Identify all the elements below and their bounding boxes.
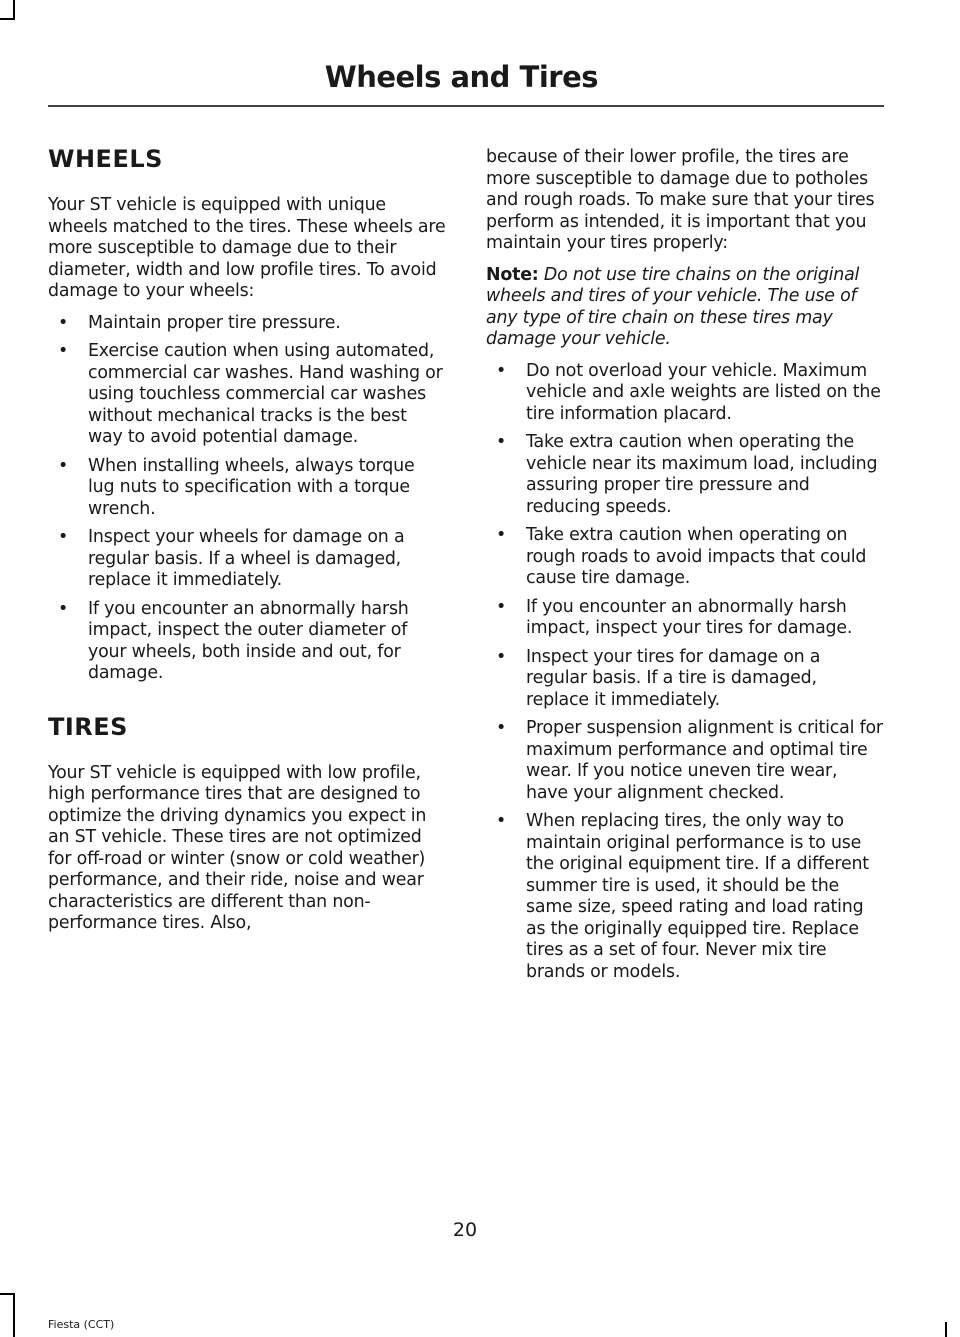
bullet-icon: • (496, 596, 507, 617)
bullet-icon: • (58, 312, 69, 333)
bullet-icon: • (496, 525, 507, 545)
list-item: • Inspect your tires for damage on a regular basis. If a tire is damaged, replace it immediately. (496, 646, 821, 710)
bullet-icon: • (496, 811, 507, 831)
bullet-icon: • (496, 360, 507, 381)
page-number: 20 (452, 1219, 478, 1241)
wheels-heading: WHEELS (48, 145, 163, 173)
bullet-icon: • (58, 527, 69, 547)
crop-mark-top-left-v (13, 0, 15, 20)
page-header-title: Wheels and Tires (324, 60, 598, 94)
bullet-icon: • (496, 432, 507, 452)
footer-model-label: Fiesta (CCT) (48, 1318, 115, 1331)
list-item: • When installing wheels, always torque lug nuts to specification with a torque wrench. (58, 455, 415, 519)
tire-chain-note (486, 265, 884, 351)
bullet-icon: • (496, 718, 507, 738)
list-item: • If you encounter an abnormally harsh impact, inspect the outer diameter of your wheels, both inside and out, for damage. (58, 598, 409, 683)
list-item: • Inspect your wheels for damage on a regular basis. If a wheel is damaged, replace it immediately. (58, 527, 405, 590)
left-column (48, 145, 446, 945)
crop-mark-top-left-h (0, 18, 15, 20)
tires-intro: Your ST vehicle is equipped with low profile, high performance tires that are designed to optimize the driving dynamics you expect in an ST vehicle. These tires are not optimized for off-road or winter (snow or cold weather) performance, and their ride, noise and wear characteristics are different than non-performance tires. Also, (48, 762, 427, 933)
list-item: • When replacing tires, the only way to maintain original performance is to use the original equipment tire. If a different summer tire is used, it should be the same size, speed rating and load rating as the originally equipped tire. Replace tires as a set of four. Never mix tire brands or models. (496, 811, 869, 982)
crop-mark-bottom-left-h (0, 1293, 15, 1295)
crop-mark-bottom-right (945, 1322, 947, 1337)
note-text: Do not use tire chains on the original wheels and tires of your vehicle. The use of any type of tire chain on these tires may damage your vehicle. (486, 264, 860, 349)
bullet-icon: • (58, 598, 69, 619)
wheels-intro: Your ST vehicle is equipped with unique wheels matched to the tires. These wheels are more susceptible to damage due to their diameter, width and low profile tires. To avoid damage to your wheels: (48, 195, 446, 301)
list-item: • Do not overload your vehicle. Maximum vehicle and axle weights are listed on the tire information placard. (496, 360, 881, 424)
bullet-icon: • (58, 341, 69, 361)
bullet-icon: • (496, 646, 507, 667)
crop-mark-bottom-left (13, 1293, 15, 1337)
list-item: • Proper suspension alignment is critical for maximum performance and optimal tire wear. If you notice uneven tire wear, have your alignment checked. (496, 718, 883, 803)
tires-list (486, 361, 884, 984)
note-label: Note: (486, 264, 539, 285)
list-item: • Take extra caution when operating the vehicle near its maximum load, including assuring proper tire pressure and reducing speeds. (496, 432, 878, 517)
list-item: • Maintain proper tire pressure. (58, 312, 341, 333)
tires-heading: TIRES (48, 712, 128, 741)
list-item: • If you encounter an abnormally harsh impact, inspect your tires for damage. (496, 596, 853, 638)
bullet-icon: • (58, 455, 69, 476)
header-rule (48, 105, 884, 107)
right-column (486, 147, 884, 993)
wheels-list (48, 313, 446, 685)
list-item: • Exercise caution when using automated, commercial car washes. Hand washing or using touchless commercial car washes without mechanical tracks is the best way to avoid potential damage. (58, 341, 443, 447)
list-item: • Take extra caution when operating on rough roads to avoid impacts that could cause tire damage. (496, 525, 867, 588)
tires-continuation: because of their lower profile, the tires are more susceptible to damage due to potholes and rough roads. To make sure that your tires perform as intended, it is important that you maintain your tires properly: (486, 147, 875, 253)
